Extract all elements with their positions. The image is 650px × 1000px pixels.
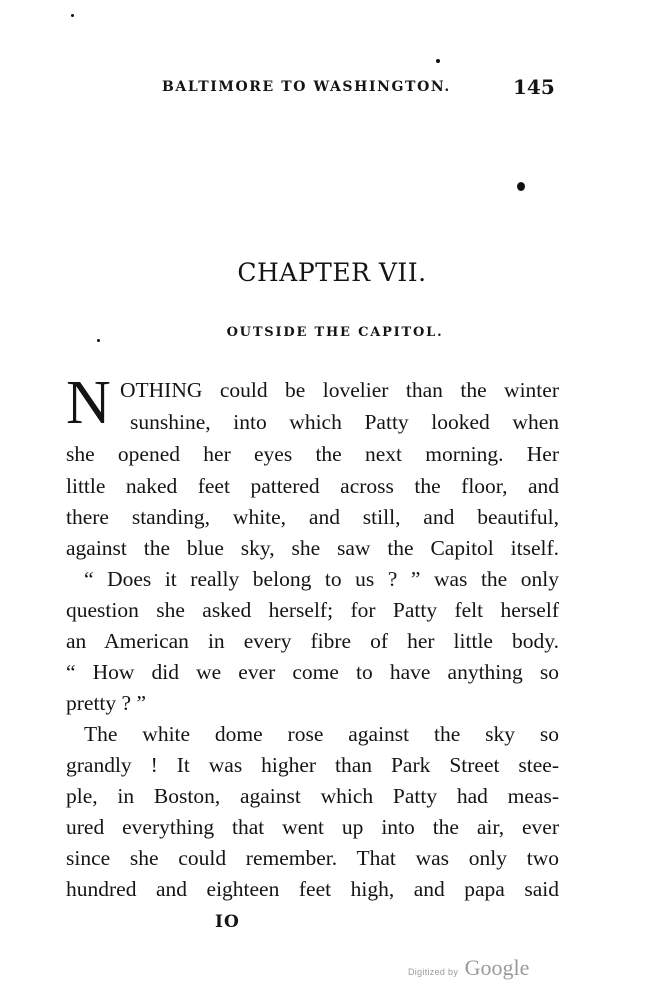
signature-mark: IO bbox=[215, 912, 240, 932]
text-line: since she could remember. That was only two bbox=[66, 846, 559, 870]
digitization-watermark bbox=[408, 955, 529, 981]
text-line: ple, in Boston, against which Patty had meas- bbox=[66, 784, 559, 808]
text-line: hundred and eighteen feet high, and papa said bbox=[66, 877, 559, 901]
text-line: “ Does it really belong to us ? ” was the only bbox=[84, 567, 559, 591]
text-line: OTHING could be lovelier than the winter bbox=[120, 378, 559, 402]
printing-speck bbox=[517, 182, 525, 191]
text-line: an American in every fibre of her little body. bbox=[66, 629, 559, 653]
drop-cap: N bbox=[66, 369, 111, 437]
chapter-subtitle: OUTSIDE THE CAPITOL. bbox=[226, 325, 444, 340]
text-line: ured everything that went up into the air, ever bbox=[66, 815, 559, 839]
text-line: pretty ? ” bbox=[66, 691, 146, 715]
page-number: 145 bbox=[513, 75, 555, 99]
watermark-brand: Google bbox=[464, 955, 530, 980]
text-line: she opened her eyes the next morning. Her bbox=[66, 442, 559, 466]
text-line: there standing, white, and still, and beautiful, bbox=[66, 505, 559, 529]
text-line: “ How did we ever come to have anything so bbox=[66, 660, 559, 684]
text-line: question she asked herself; for Patty felt herself bbox=[66, 598, 559, 622]
printing-speck bbox=[71, 14, 74, 17]
chapter-title: CHAPTER VII. bbox=[237, 258, 427, 287]
printing-speck bbox=[436, 59, 440, 63]
text-line: The white dome rose against the sky so bbox=[84, 722, 559, 746]
watermark-prefix: Digitized by bbox=[408, 967, 459, 977]
text-line: little naked feet pattered across the floor, and bbox=[66, 474, 559, 498]
running-head-title: BALTIMORE TO WASHINGTON. bbox=[162, 79, 451, 95]
text-line: sunshine, into which Patty looked when bbox=[130, 410, 559, 434]
text-line: against the blue sky, she saw the Capitol itself. bbox=[66, 536, 559, 560]
text-line: grandly ! It was higher than Park Street stee- bbox=[66, 753, 559, 777]
